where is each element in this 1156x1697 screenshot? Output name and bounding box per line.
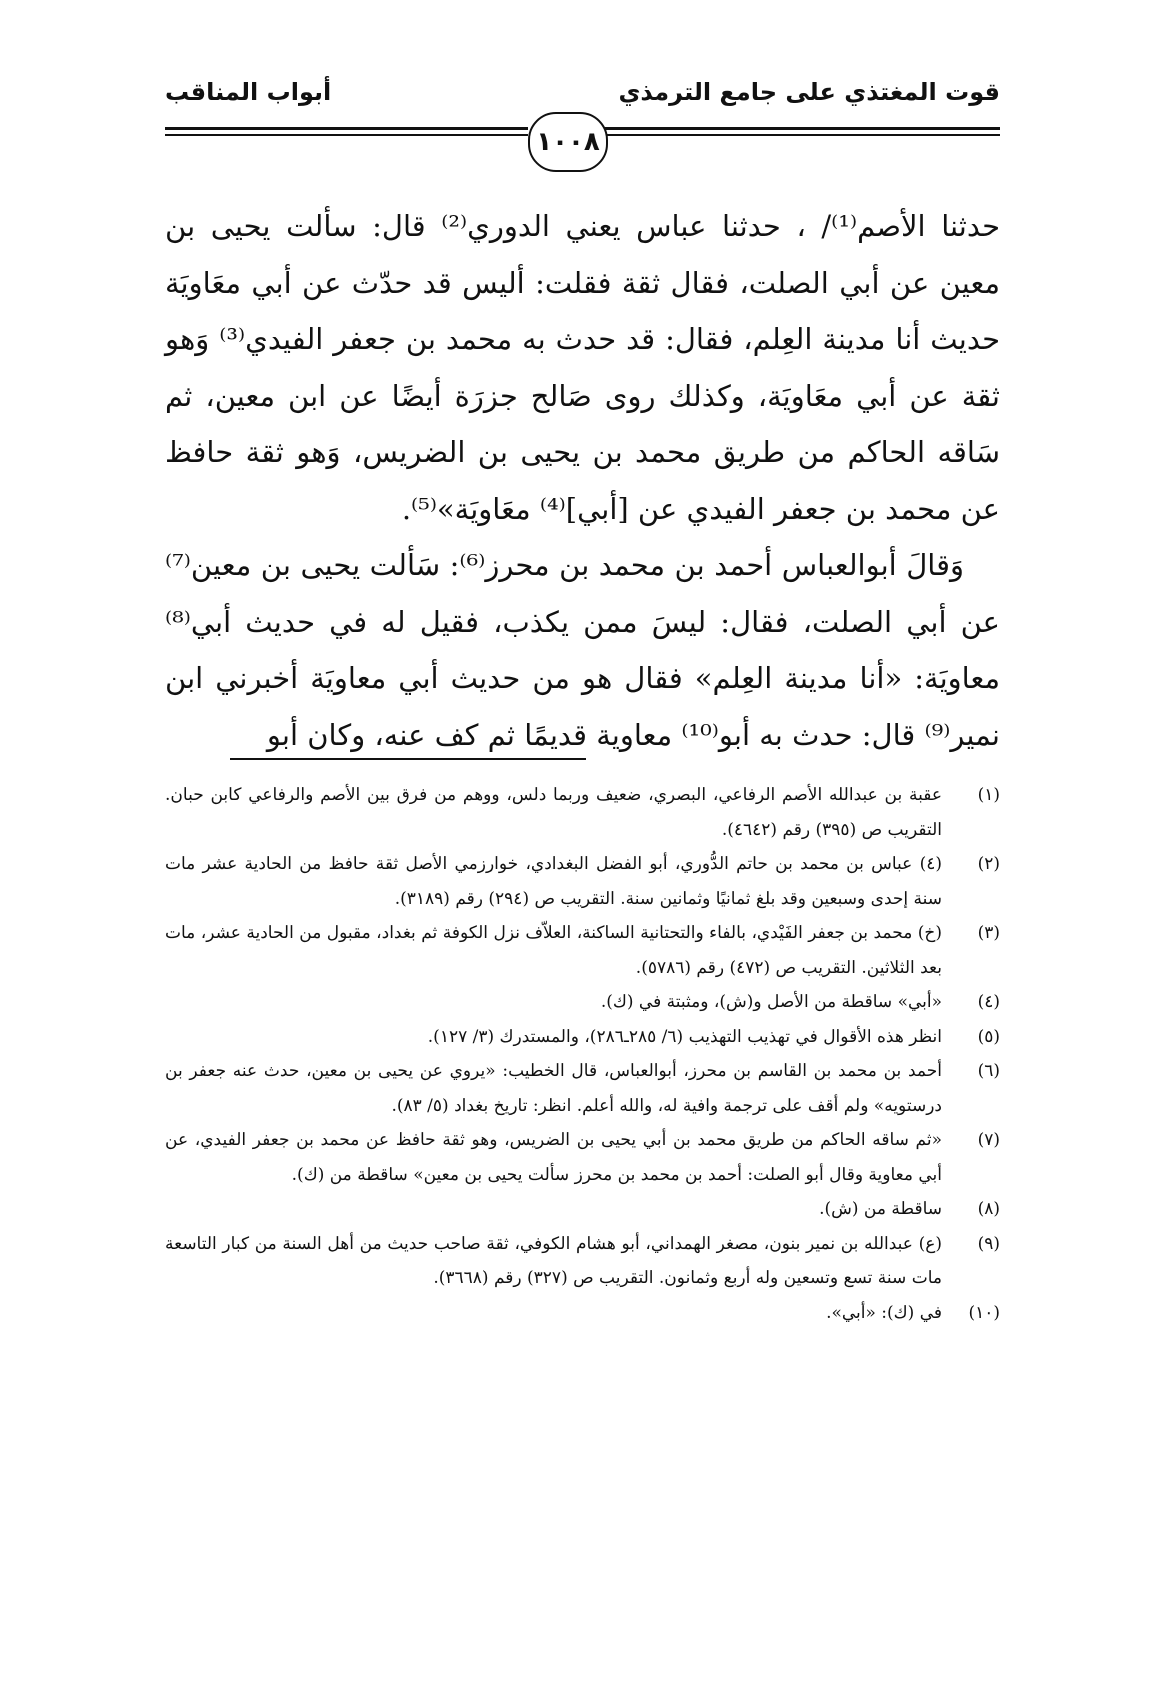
- footnote-number: (٨): [977, 1199, 1000, 1219]
- footnote: [165, 1227, 1000, 1296]
- footnote-text: أحمد بن محمد بن القاسم بن محرز، أبوالعباس، قال الخطيب: «يروي عن يحيى بن معين، حدث عنه جعفر بن درستويه» ولم أقف على ترجمة وافية له، والله أعلم. انظر: تاريخ بغداد (٥/ ٨٣).: [165, 1061, 942, 1116]
- footnote: [165, 1192, 1000, 1227]
- footnote-number: (٢): [977, 854, 1000, 874]
- footnote-number: (٤): [977, 992, 1000, 1012]
- footnote: [165, 985, 1000, 1020]
- footnote-text: (٤) عباس بن محمد بن حاتم الدُّوري، أبو الفضل البغدادي، خوارزمي الأصل ثقة حافظ من الحادية عشر مات سنة إحدى وسبعين وقد بلغ ثمانيًا وثمانين سنة. التقريب ص (٢٩٤) رقم (٣١٨٩).: [165, 854, 942, 909]
- footnote-text: في (ك): «أبي».: [826, 1302, 942, 1323]
- footnote-text: عقبة بن عبدالله الأصم الرفاعي، البصري، ضعيف وربما دلس، ووهم من فرق بين الأصم والرفاعي كابن حبان. التقريب ص (٣٩٥) رقم (٤٦٤٢).: [165, 785, 942, 840]
- main-paragraph: حدثنا الأصم⁽¹⁾/ ، حدثنا عباس يعني الدوري⁽²⁾ قال: سألت يحيى بن معين عن أبي الصلت، فقال ثقة فقلت: أليس قد حدّث عن أبي معَاويَة حديث أنا مدينة العِلم، فقال: قد حدث به محمد بن جعفر الفيدي⁽³⁾ وَهو ثقة عن أبي معَاويَة، وكذلك روى صَالح جزرَة أيضًا عن ابن معين، ثم سَاقه الحاكم من طريق محمد بن يحيى بن الضريس، وَهو ثقة حافظ عن محمد بن جعفر الفيدي عن [أبي]⁽⁴⁾ معَاويَة»⁽⁵⁾.: [165, 209, 1001, 526]
- footnote: [165, 1296, 1000, 1331]
- footnote: [165, 1054, 1000, 1123]
- header-rule-right-bottom: [604, 134, 1000, 136]
- page-number: ١٠٠٨: [528, 112, 608, 172]
- footnote-text: «أبي» ساقطة من الأصل و(ش)، ومثبتة في (ك).: [600, 992, 942, 1012]
- footnote-text: ساقطة من (ش).: [819, 1199, 942, 1219]
- footnote-number: (١): [977, 785, 1000, 805]
- footnote-number: (٧): [977, 1130, 1000, 1150]
- footnote-text: انظر هذه الأقوال في تهذيب التهذيب (٦/ ٢٨٥ـ٢٨٦)، والمستدرك (٣/ ١٢٧).: [427, 1026, 942, 1047]
- footnote-number: (٩): [977, 1233, 1000, 1254]
- footnote: [165, 1123, 1000, 1192]
- main-text: [165, 198, 1000, 763]
- footnote-number: (٦): [977, 1061, 1000, 1081]
- book-title: قوت المغتذي على جامع الترمذي: [618, 78, 1000, 106]
- footnote-number: (٣): [977, 923, 1000, 943]
- footnotes: [165, 778, 1000, 1330]
- main-paragraph: وَقالَ أبوالعباس أحمد بن محمد بن محرز⁽⁶⁾: سَألت يحيى بن معين⁽⁷⁾ عن أبي الصلت، فقال: ليسَ ممن يكذب، فقيل له في حديث أبي⁽⁸⁾ معاويَة: «أنا مدينة العِلم» فقال هو من حديث أبي معاويَة أخبرني ابن نمير⁽⁹⁾ قال: حدث به أبو⁽¹⁰⁾ معاوية قديمًا ثم كف عنه، وكان أبو: [165, 548, 1000, 752]
- footnote-text: «ثم ساقه الحاكم من طريق محمد بن أبي يحيى بن الضريس، وهو ثقة حافظ عن محمد بن جعفر الفيدي، عن أبي معاوية وقال أبو الصلت: أحمد بن محمد بن محرز سألت يحيى بن معين» ساقطة من (ك).: [165, 1130, 942, 1185]
- footnote-divider: [230, 758, 586, 760]
- footnote-text: (خ) محمد بن جعفر الفَيْدي، بالفاء والتحتانية الساكنة، العلاّف نزل الكوفة ثم بغداد، مقبول من الحادية عشر، مات بعد الثلاثين. التقريب ص (٤٧٢) رقم (٥٧٨٦).: [165, 923, 942, 978]
- footnote-number: (٥): [977, 1026, 1000, 1047]
- section-title: أبواب المناقب: [165, 78, 332, 106]
- footnote: [165, 778, 1000, 847]
- footnote-text: (ع) عبدالله بن نمير بنون، مصغر الهمداني، أبو هشام الكوفي، ثقة صاحب حديث من أهل السنة من كبار التاسعة مات سنة تسع وتسعين وله أربع وثمانون. التقريب ص (٣٢٧) رقم (٣٦٦٨).: [165, 1233, 942, 1288]
- header-rule-left-top: [165, 127, 528, 130]
- header-rule-right-top: [604, 127, 1000, 130]
- footnote: [165, 916, 1000, 985]
- footnote: [165, 847, 1000, 916]
- footnote: [165, 1020, 1000, 1055]
- header-rule-left-bottom: [165, 134, 528, 136]
- footnote-number: (١٠): [968, 1302, 1000, 1323]
